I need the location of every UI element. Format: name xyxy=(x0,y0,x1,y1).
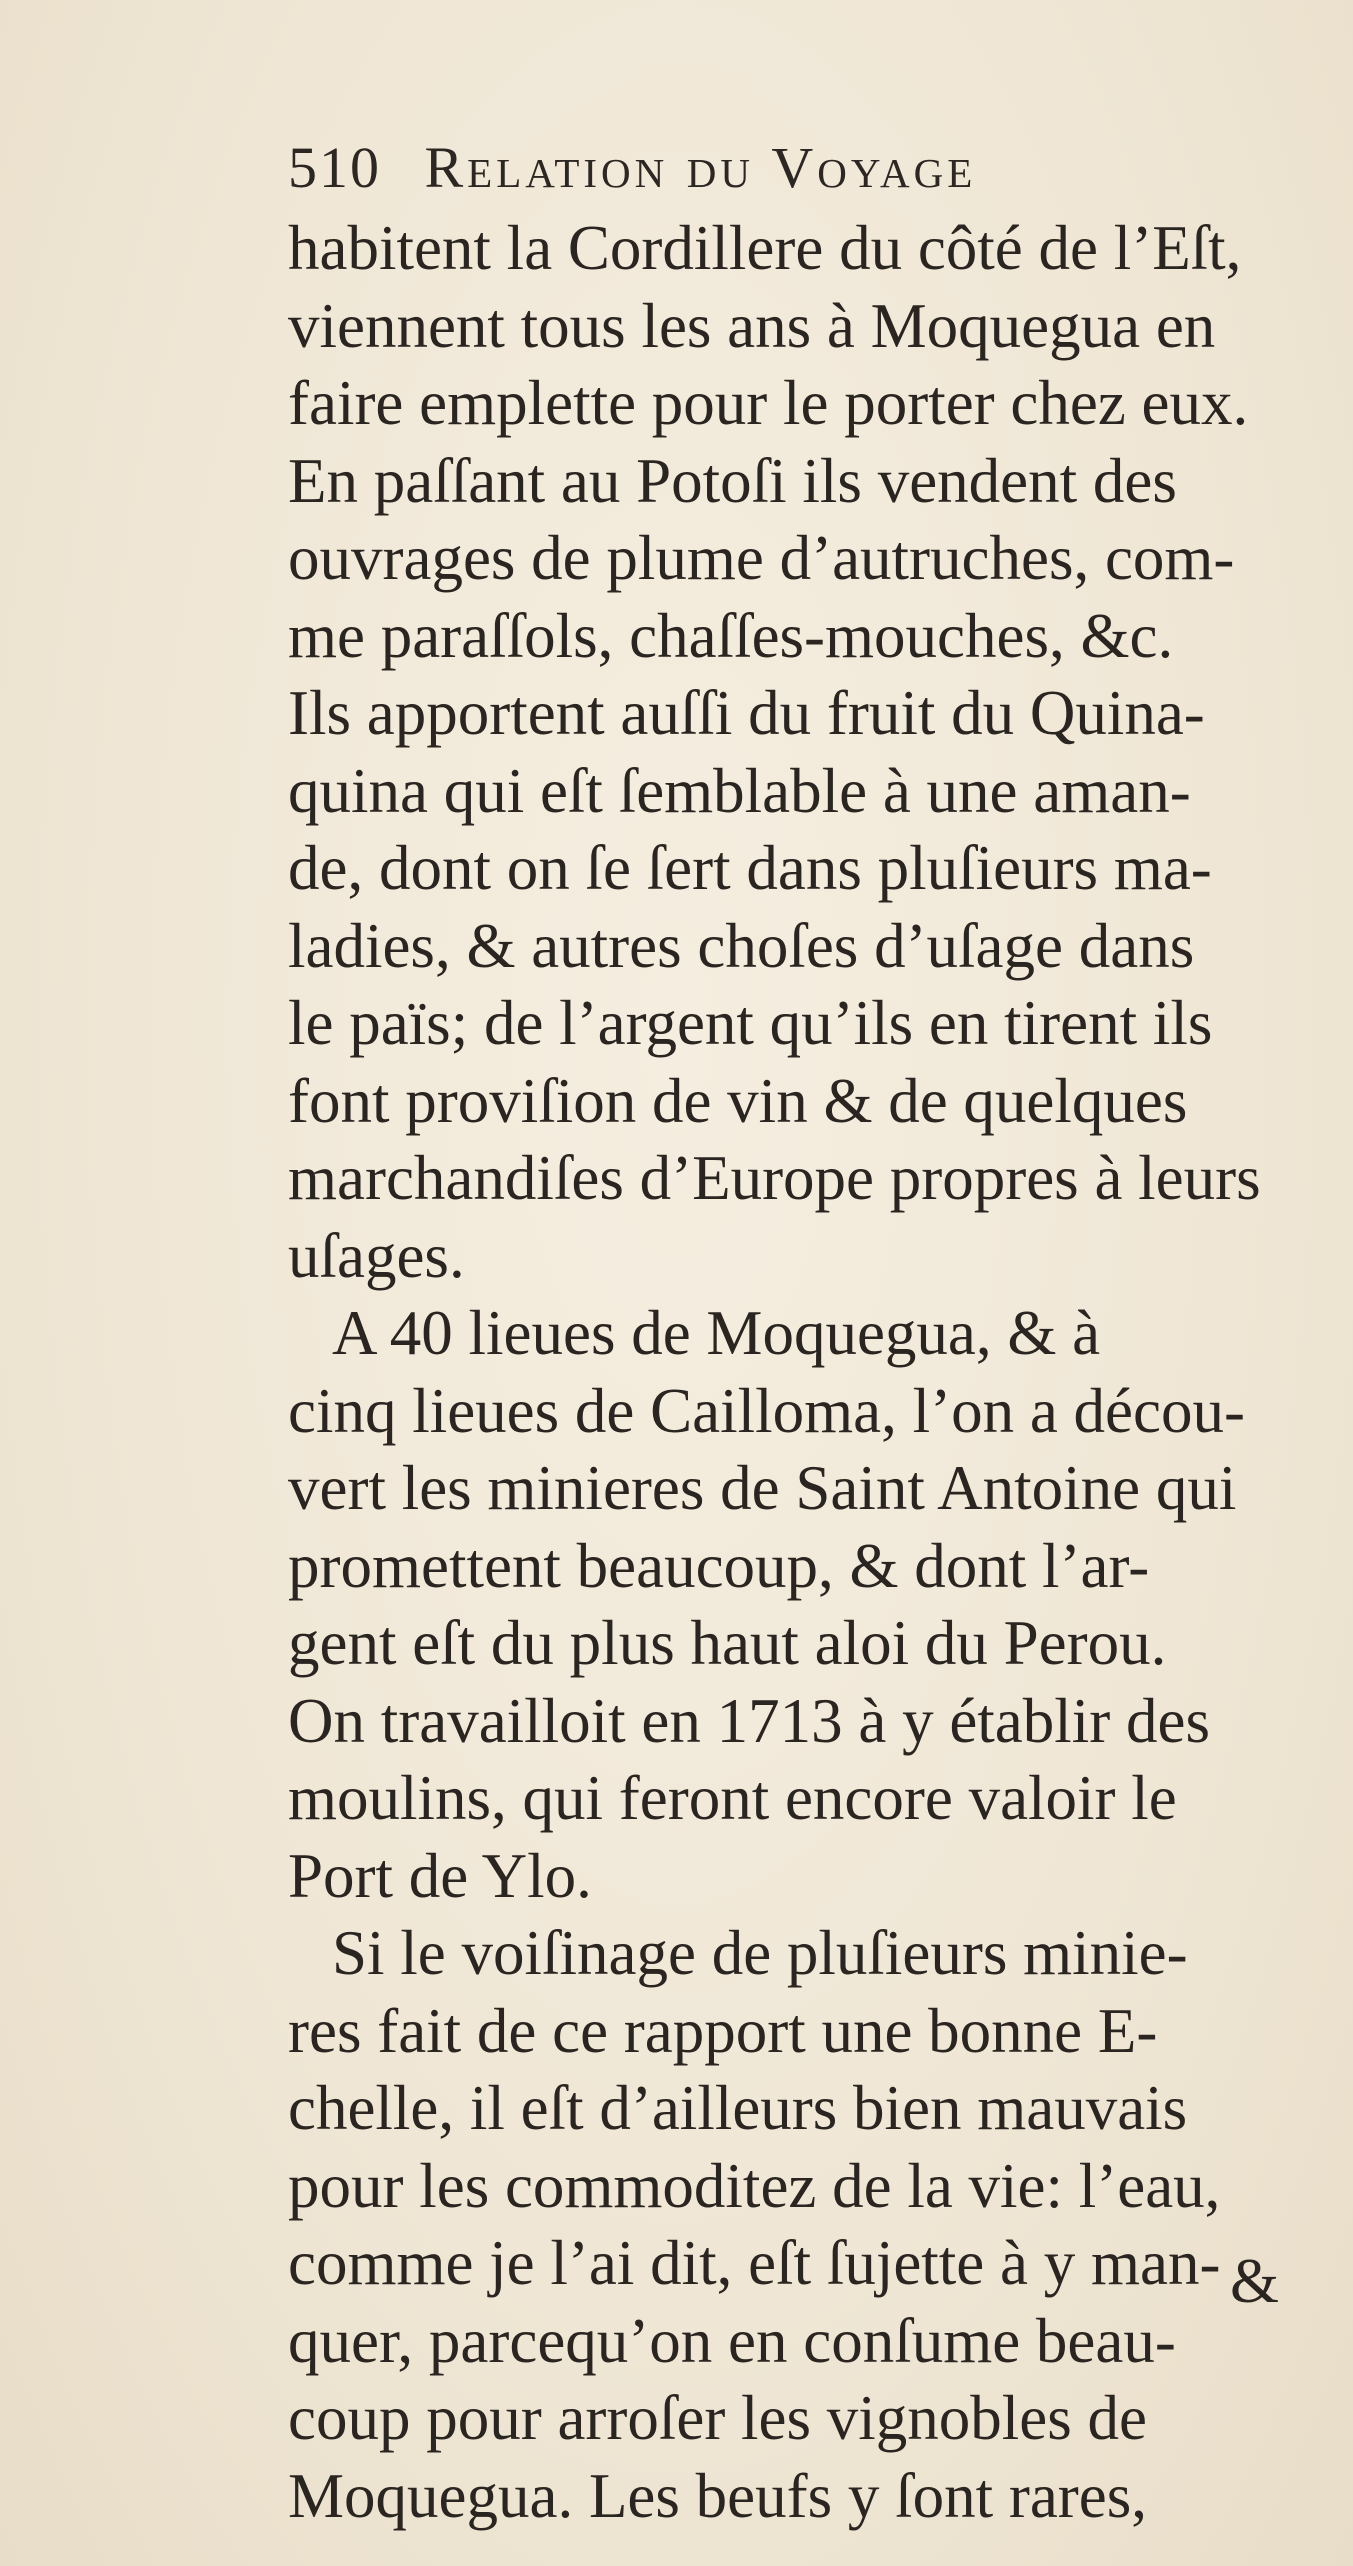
body-text xyxy=(288,210,1298,2535)
catchword: & xyxy=(1230,2246,1280,2316)
text-line: uſages. xyxy=(288,1220,465,1291)
text-line: faire emplette pour le porter chez eux. xyxy=(288,368,1249,438)
text-line: quina qui eſt ſemblable à une aman- xyxy=(288,755,1191,826)
text-line: le païs; de l’argent qu’ils en tirent ils xyxy=(288,988,1213,1058)
text-line: promettent beaucoup, & dont l’ar- xyxy=(288,1530,1150,1601)
text-line: res fait de ce rapport une bonne E- xyxy=(288,1995,1158,2066)
text-line: font proviſion de vin & de quelques xyxy=(288,1065,1188,1136)
text-line: viennent tous les ans à Moquegua en xyxy=(288,290,1216,361)
text-line: quer, parcequ’on en conſume beau- xyxy=(288,2305,1176,2376)
text-line: Port de Ylo. xyxy=(288,1840,592,1911)
text-line: ouvrages de plume d’autruches, com- xyxy=(288,523,1235,593)
text-line: Moquegua. Les beufs y ſont rares, xyxy=(288,2460,1148,2531)
text-line: coup pour arroſer les vignobles de xyxy=(288,2383,1147,2453)
text-line: chelle, il eſt d’ailleurs bien mauvais xyxy=(288,2073,1188,2143)
text-line: Si le voiſinage de pluſieurs minie- xyxy=(332,1918,1188,1988)
text-line: A 40 lieues de Moquegua, & à xyxy=(332,1298,1101,1368)
text-line: En paſſant au Potoſi ils vendent des xyxy=(288,445,1177,516)
text-line: gent eſt du plus haut aloi du Perou. xyxy=(288,1608,1167,1678)
text-line: habitent la Cordillere du côté de l’Eſt, xyxy=(288,213,1242,283)
page-header xyxy=(288,128,1298,208)
text-line: de, dont on ſe ſert dans pluſieurs ma- xyxy=(288,833,1212,903)
text-line: On travailloit en 1713 à y établir des xyxy=(288,1685,1210,1756)
text-line: vert les minieres de Saint Antoine qui xyxy=(288,1453,1237,1523)
text-line: comme je l’ai dit, eſt ſujette à y man- xyxy=(288,2228,1221,2298)
text-line: cinq lieues de Cailloma, l’on a décou- xyxy=(288,1375,1245,1446)
text-line: me paraſſols, chaſſes-mouches, &c. xyxy=(288,600,1174,671)
page-number: 510 xyxy=(288,135,381,200)
running-title: Relation du Voyage xyxy=(424,135,977,200)
text-line: moulins, qui feront encore valoir le xyxy=(288,1763,1177,1833)
text-line: ladies, & autres choſes d’uſage dans xyxy=(288,910,1195,981)
text-line: Ils apportent auſſi du fruit du Quina- xyxy=(288,678,1205,748)
text-line: pour les commoditez de la vie: l’eau, xyxy=(288,2150,1221,2221)
text-line: marchandiſes d’Europe propres à leurs xyxy=(288,1143,1261,1213)
